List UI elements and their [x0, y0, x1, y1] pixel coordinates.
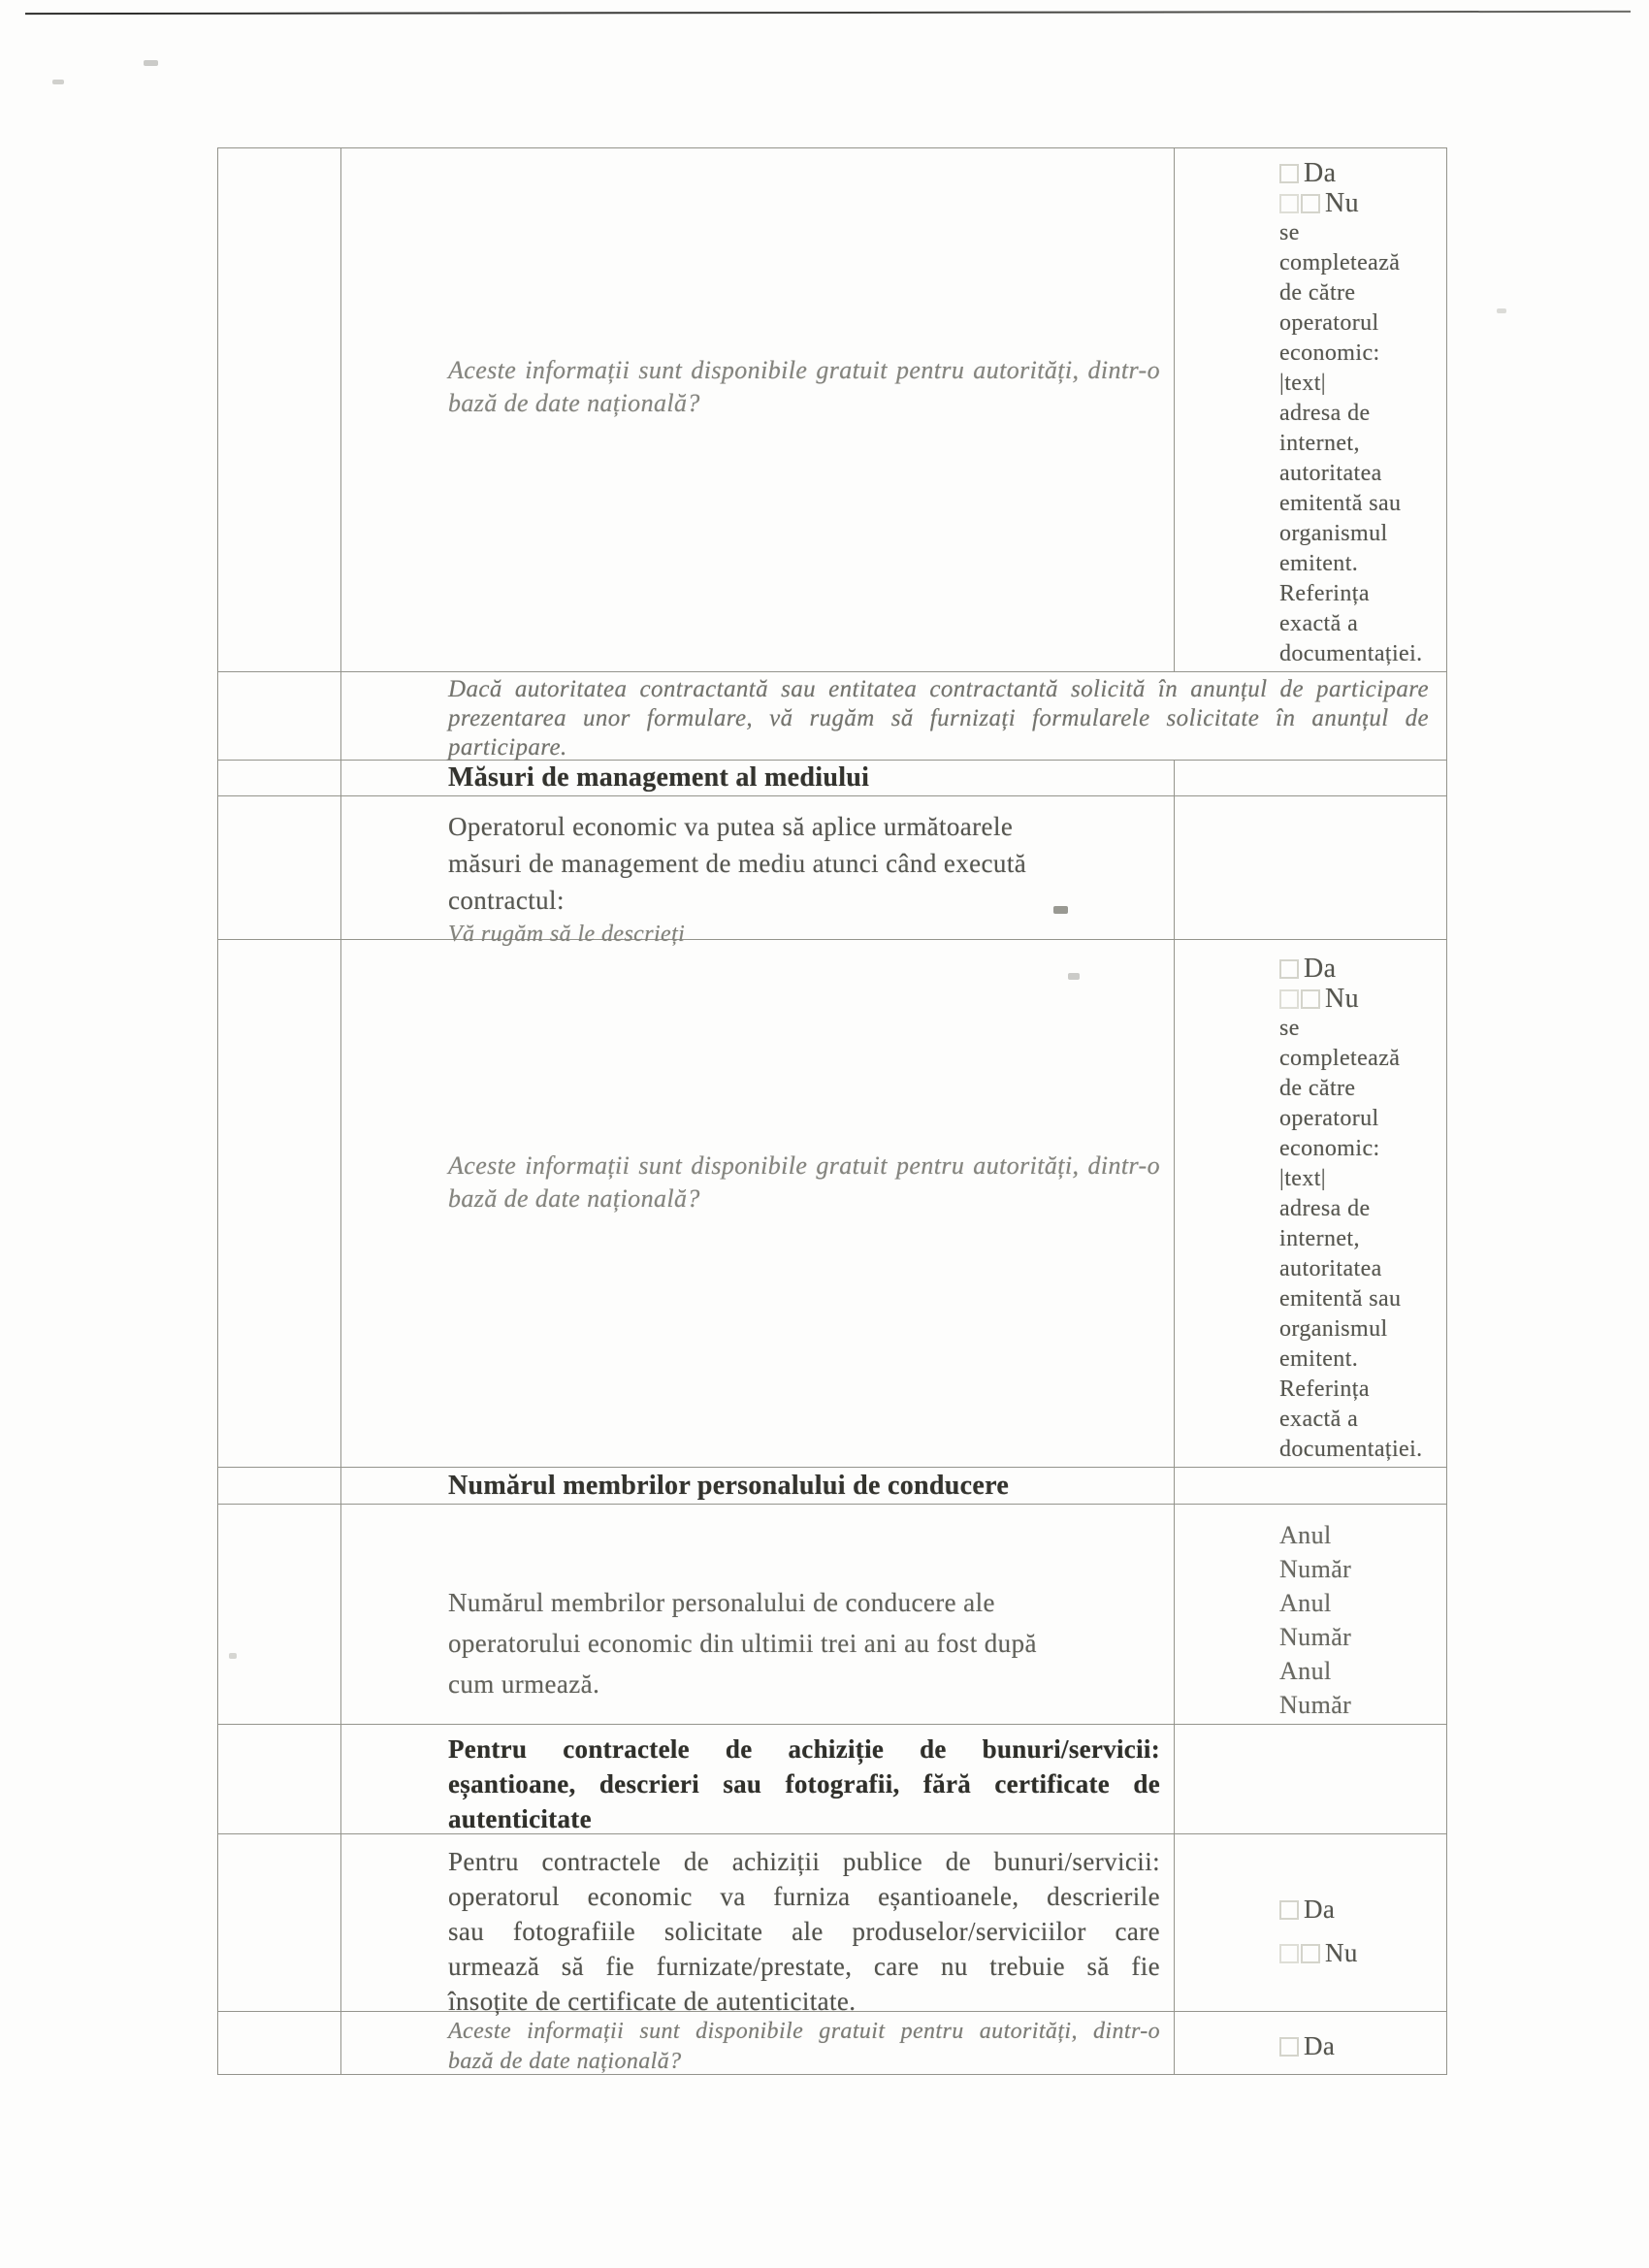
answer-no-label: Nu [1325, 188, 1360, 218]
year-number-line: Număr [1279, 1555, 1352, 1583]
row-number-cell [218, 1725, 341, 1833]
row-number-cell [218, 148, 341, 671]
answer-note-line: emitent. [1279, 551, 1359, 576]
answer-cell [1175, 796, 1446, 939]
question-line: bază de date națională? [448, 389, 700, 417]
table-row-env-body [218, 796, 1446, 947]
answer-note-line: exactă a [1279, 1407, 1359, 1432]
checkbox-icon[interactable] [1279, 989, 1299, 1009]
year-number-line: Număr [1279, 1623, 1352, 1651]
answer-note-line: Referința [1279, 1377, 1370, 1402]
answer-yes-option [1279, 954, 1446, 984]
table-row-availability-question-1 [218, 148, 1446, 672]
answer-cell [1175, 2012, 1446, 2074]
statement-line: contractul: [448, 886, 565, 915]
table-row-availability-question-2 [218, 940, 1446, 1468]
row-number-cell [218, 1834, 341, 2011]
scan-edge-artifact [25, 11, 1631, 15]
env-describe-note: Vă rugăm să le descrieți [448, 922, 686, 947]
answer-yes-option [1279, 158, 1446, 188]
answer-cell [1175, 1725, 1446, 1833]
checkbox-icon[interactable] [1279, 2037, 1299, 2057]
answer-cell [1175, 1834, 1446, 2011]
statement-line: Numărul membrilor personalului de conducere ale [448, 1588, 995, 1617]
question-cell [341, 940, 1175, 1467]
staff-statement-text [448, 1505, 1160, 1704]
checkbox-icon[interactable] [1279, 164, 1299, 183]
checkbox-icon[interactable] [1301, 989, 1320, 1009]
forms-note-cell [341, 672, 1446, 760]
table-row-staff-header [218, 1468, 1446, 1505]
answer-note-line: internet, [1279, 1226, 1360, 1251]
answer-note-line: autoritatea [1279, 1256, 1382, 1281]
question-line: Aceste informații sunt disponibile gratuit pentru autorități, dintr-o [448, 1151, 1160, 1180]
answer-note-line: operatorul [1279, 310, 1379, 336]
forms-note-line: prezentarea unor formulare, vă rugăm să furnizați formularele solicitate în anunțul de [448, 705, 1429, 731]
availability-question-text [448, 354, 1160, 420]
scan-artifact [144, 60, 158, 66]
statement-line: Pentru contractele de achiziții publice de bunuri/servicii: [448, 1847, 1160, 1876]
row-number-cell [218, 761, 341, 795]
question-line: bază de date națională? [448, 2049, 682, 2074]
espd-form-table [217, 147, 1447, 2075]
answer-no-option [1279, 188, 1446, 218]
answer-no-label: Nu [1325, 984, 1360, 1014]
answer-note-line: adresa de [1279, 401, 1371, 426]
checkbox-icon[interactable] [1279, 1900, 1299, 1920]
year-number-list [1279, 1518, 1446, 1722]
year-number-line: Anul [1279, 1521, 1332, 1549]
row-number-cell [218, 796, 341, 939]
year-number-line: Anul [1279, 1589, 1332, 1617]
scan-artifact [52, 80, 64, 84]
section-title-line: Pentru contractele de achiziție de bunuri/servicii: [448, 1734, 1160, 1764]
answer-note-line: adresa de [1279, 1196, 1371, 1221]
statement-line: sau fotografiile solicitate ale produselor/serviciilor care [448, 1917, 1160, 1946]
statement-line: cum urmează. [448, 1669, 600, 1699]
question-line: Aceste informații sunt disponibile gratuit pentru autorități, dintr-o [448, 2019, 1160, 2044]
statement-line: însoțite de certificate de autenticitate. [448, 1987, 857, 2016]
row-number-cell [218, 2012, 341, 2074]
samples-statement-text [448, 1834, 1160, 2019]
row-number-cell [218, 672, 341, 760]
statement-line: operatorului economic din ultimii trei ani au fost după [448, 1629, 1037, 1658]
answer-note-line: completează [1279, 250, 1401, 275]
answer-note-line: documentației. [1279, 1437, 1423, 1462]
answer-note-line: emitentă sau [1279, 1286, 1402, 1312]
answer-yes-option [1279, 2031, 1446, 2061]
answer-yes-option [1279, 1888, 1446, 1931]
question-cell [341, 2012, 1175, 2074]
answer-note-line: internet, [1279, 431, 1360, 456]
table-row-forms-note [218, 672, 1446, 761]
env-statement-text [448, 796, 1160, 919]
answer-note-line: documentației. [1279, 641, 1423, 666]
statement-line: urmează să fie furnizate/prestate, care nu trebuie să fie [448, 1952, 1160, 1981]
answer-note-line: operatorul [1279, 1106, 1379, 1131]
question-line: Aceste informații sunt disponibile gratuit pentru autorități, dintr-o [448, 356, 1160, 384]
section-header-cell [341, 761, 1175, 795]
availability-question-text [448, 1150, 1160, 1215]
answer-yes-label: Da [1304, 1895, 1336, 1924]
statement-cell [341, 1505, 1175, 1724]
checkbox-icon[interactable] [1279, 1944, 1299, 1963]
answer-note-lines [1279, 218, 1446, 669]
table-row-availability-question-3 [218, 2012, 1446, 2075]
statement-line: operatorul economic va furniza eșantioanele, descrierile [448, 1882, 1160, 1911]
statement-line: măsuri de management de mediu atunci când execută [448, 849, 1027, 878]
availability-question-text [448, 2017, 1160, 2077]
answer-cell [1175, 148, 1446, 671]
table-row-env-header [218, 761, 1446, 796]
row-number-cell [218, 1468, 341, 1504]
section-title-line: autenticitate [448, 1804, 592, 1833]
answer-no-option [1279, 984, 1446, 1014]
statement-cell [341, 796, 1175, 947]
table-row-samples-body [218, 1834, 1446, 2016]
answer-note-line: organismul [1279, 521, 1388, 546]
answer-yes-label: Da [1304, 2031, 1336, 2060]
answer-note-line: |text| [1279, 371, 1326, 396]
table-row-samples-header [218, 1725, 1446, 1834]
answer-cell [1175, 1505, 1446, 1724]
answer-no-option [1279, 1931, 1446, 1975]
answer-note-line: se [1279, 220, 1300, 245]
checkbox-icon[interactable] [1279, 194, 1299, 213]
answer-note-line: de către [1279, 280, 1356, 306]
year-number-line: Anul [1279, 1657, 1332, 1685]
answer-cell [1175, 761, 1446, 795]
forms-note-line: Dacă autoritatea contractantă sau entitatea contractantă solicită în anunțul de participare [448, 676, 1429, 702]
answer-note-line: emitentă sau [1279, 491, 1402, 516]
section-title-line: eșantioane, descrieri sau fotografii, fără certificate de [448, 1769, 1160, 1798]
section-header-cell [341, 1468, 1175, 1504]
row-number-cell [218, 940, 341, 1467]
answer-note-line: completează [1279, 1046, 1401, 1071]
statement-line: Operatorul economic va putea să aplice următoarele [448, 812, 1014, 841]
answer-note-line: se [1279, 1016, 1300, 1041]
year-number-line: Număr [1279, 1691, 1352, 1719]
checkbox-icon[interactable] [1279, 959, 1299, 979]
answer-note-line: exactă a [1279, 611, 1359, 636]
table-row-staff-body [218, 1505, 1446, 1725]
answer-note-line: autoritatea [1279, 461, 1382, 486]
answer-note-lines [1279, 1014, 1446, 1465]
answer-cell [1175, 1468, 1446, 1504]
question-line: bază de date națională? [448, 1184, 700, 1213]
section-title-staff: Numărul membrilor personalului de conducere [448, 1471, 1010, 1501]
forms-note-text [448, 672, 1429, 762]
statement-cell [341, 1834, 1175, 2016]
forms-note-line: participare. [448, 734, 567, 761]
row-number-cell [218, 1505, 341, 1724]
answer-note-line: |text| [1279, 1166, 1326, 1191]
answer-cell [1175, 940, 1446, 1467]
checkbox-icon[interactable] [1301, 194, 1320, 213]
answer-yes-label: Da [1304, 954, 1337, 984]
scan-artifact [1497, 308, 1506, 313]
question-cell [341, 148, 1175, 671]
answer-yes-label: Da [1304, 158, 1337, 188]
checkbox-icon[interactable] [1301, 1944, 1320, 1963]
answer-note-line: Referința [1279, 581, 1370, 606]
section-header-cell [341, 1725, 1175, 1833]
section-title-environment: Măsuri de management al mediului [448, 762, 870, 793]
answer-note-line: economic: [1279, 1136, 1380, 1161]
section-title-samples [448, 1725, 1160, 1836]
answer-no-label: Nu [1325, 1938, 1358, 1967]
answer-note-line: de către [1279, 1076, 1356, 1101]
answer-note-line: organismul [1279, 1316, 1388, 1342]
answer-note-line: emitent. [1279, 1346, 1359, 1372]
answer-note-line: economic: [1279, 340, 1380, 366]
